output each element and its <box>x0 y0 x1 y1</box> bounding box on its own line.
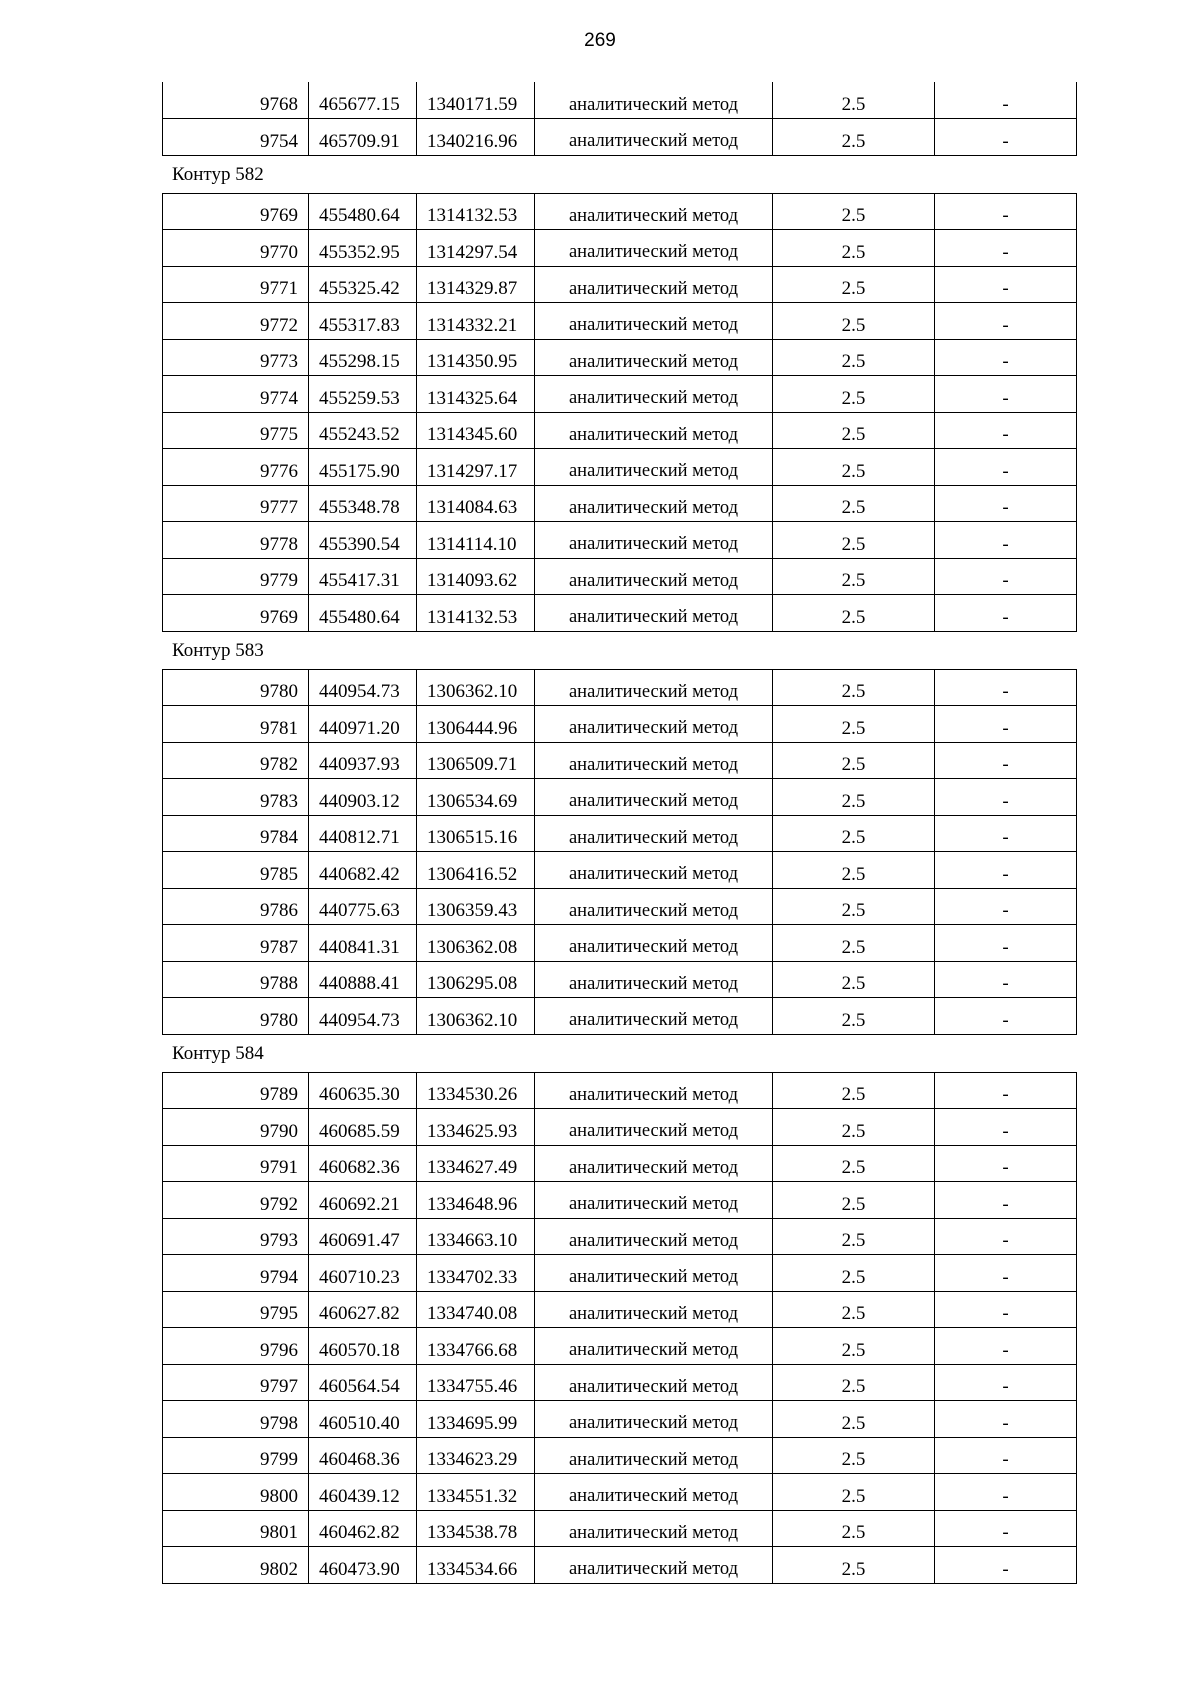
x-coordinate-cell: 460510.40 <box>309 1401 417 1438</box>
y-coordinate-cell: 1334648.96 <box>417 1182 535 1219</box>
x-coordinate-cell: 460685.59 <box>309 1109 417 1146</box>
y-coordinate-cell: 1314345.60 <box>417 412 535 449</box>
coordinates-table <box>162 669 1077 1035</box>
x-coordinate-cell: 460468.36 <box>309 1437 417 1474</box>
description-cell: - <box>935 595 1077 632</box>
point-number-cell: 9796 <box>163 1328 309 1365</box>
table-row <box>163 230 1077 267</box>
precision-cell: 2.5 <box>773 1474 935 1511</box>
precision-cell: 2.5 <box>773 1145 935 1182</box>
precision-cell: 2.5 <box>773 961 935 998</box>
contour-title: Контур 582 <box>172 163 264 185</box>
x-coordinate-cell: 440937.93 <box>309 742 417 779</box>
method-cell: аналитический метод <box>535 230 773 267</box>
method-cell: аналитический метод <box>535 339 773 376</box>
method-cell: аналитический метод <box>535 1437 773 1474</box>
y-coordinate-cell: 1306362.10 <box>417 998 535 1035</box>
description-cell: - <box>935 339 1077 376</box>
description-cell: - <box>935 1364 1077 1401</box>
point-number-cell: 9800 <box>163 1474 309 1511</box>
point-number-cell: 9790 <box>163 1109 309 1146</box>
table-row <box>163 119 1077 156</box>
table-row <box>163 522 1077 559</box>
y-coordinate-cell: 1334702.33 <box>417 1255 535 1292</box>
x-coordinate-cell: 460570.18 <box>309 1328 417 1365</box>
x-coordinate-cell: 455390.54 <box>309 522 417 559</box>
table-row <box>163 485 1077 522</box>
precision-cell: 2.5 <box>773 558 935 595</box>
table-row <box>163 888 1077 925</box>
description-cell: - <box>935 119 1077 156</box>
precision-cell: 2.5 <box>773 119 935 156</box>
y-coordinate-cell: 1314325.64 <box>417 376 535 413</box>
table-row <box>163 1182 1077 1219</box>
description-cell: - <box>935 485 1077 522</box>
point-number-cell: 9782 <box>163 742 309 779</box>
point-number-cell: 9793 <box>163 1218 309 1255</box>
precision-cell: 2.5 <box>773 1072 935 1109</box>
x-coordinate-cell: 460439.12 <box>309 1474 417 1511</box>
description-cell: - <box>935 1474 1077 1511</box>
x-coordinate-cell: 460635.30 <box>309 1072 417 1109</box>
point-number-cell: 9777 <box>163 485 309 522</box>
description-cell: - <box>935 266 1077 303</box>
coordinates-table <box>162 82 1077 156</box>
table-row <box>163 376 1077 413</box>
table-row <box>163 1474 1077 1511</box>
y-coordinate-cell: 1306362.10 <box>417 669 535 706</box>
point-number-cell: 9784 <box>163 815 309 852</box>
point-number-cell: 9774 <box>163 376 309 413</box>
description-cell: - <box>935 1109 1077 1146</box>
method-cell: аналитический метод <box>535 1364 773 1401</box>
table-row <box>163 82 1077 119</box>
point-number-cell: 9797 <box>163 1364 309 1401</box>
method-cell: аналитический метод <box>535 595 773 632</box>
method-cell: аналитический метод <box>535 1145 773 1182</box>
method-cell: аналитический метод <box>535 888 773 925</box>
point-number-cell: 9768 <box>163 82 309 119</box>
point-number-cell: 9769 <box>163 595 309 632</box>
x-coordinate-cell: 460682.36 <box>309 1145 417 1182</box>
x-coordinate-cell: 440682.42 <box>309 852 417 889</box>
precision-cell: 2.5 <box>773 230 935 267</box>
x-coordinate-cell: 440888.41 <box>309 961 417 998</box>
table-row <box>163 815 1077 852</box>
description-cell: - <box>935 230 1077 267</box>
y-coordinate-cell: 1334663.10 <box>417 1218 535 1255</box>
point-number-cell: 9794 <box>163 1255 309 1292</box>
y-coordinate-cell: 1306444.96 <box>417 706 535 743</box>
precision-cell: 2.5 <box>773 485 935 522</box>
description-cell: - <box>935 1255 1077 1292</box>
point-number-cell: 9780 <box>163 669 309 706</box>
table-row <box>163 449 1077 486</box>
x-coordinate-cell: 440812.71 <box>309 815 417 852</box>
x-coordinate-cell: 455352.95 <box>309 230 417 267</box>
description-cell: - <box>935 412 1077 449</box>
precision-cell: 2.5 <box>773 1218 935 1255</box>
precision-cell: 2.5 <box>773 815 935 852</box>
point-number-cell: 9771 <box>163 266 309 303</box>
y-coordinate-cell: 1314329.87 <box>417 266 535 303</box>
method-cell: аналитический метод <box>535 779 773 816</box>
y-coordinate-cell: 1306534.69 <box>417 779 535 816</box>
precision-cell: 2.5 <box>773 779 935 816</box>
table-row <box>163 595 1077 632</box>
precision-cell: 2.5 <box>773 595 935 632</box>
description-cell: - <box>935 706 1077 743</box>
description-cell: - <box>935 193 1077 230</box>
precision-cell: 2.5 <box>773 669 935 706</box>
method-cell: аналитический метод <box>535 1072 773 1109</box>
x-coordinate-cell: 455348.78 <box>309 485 417 522</box>
precision-cell: 2.5 <box>773 1291 935 1328</box>
table-row <box>163 1437 1077 1474</box>
y-coordinate-cell: 1334695.99 <box>417 1401 535 1438</box>
y-coordinate-cell: 1334534.66 <box>417 1547 535 1584</box>
method-cell: аналитический метод <box>535 815 773 852</box>
x-coordinate-cell: 460473.90 <box>309 1547 417 1584</box>
description-cell: - <box>935 303 1077 340</box>
precision-cell: 2.5 <box>773 449 935 486</box>
table-row <box>163 1255 1077 1292</box>
table-row <box>163 961 1077 998</box>
table-row <box>163 193 1077 230</box>
x-coordinate-cell: 440971.20 <box>309 706 417 743</box>
precision-cell: 2.5 <box>773 888 935 925</box>
precision-cell: 2.5 <box>773 1182 935 1219</box>
precision-cell: 2.5 <box>773 412 935 449</box>
method-cell: аналитический метод <box>535 1547 773 1584</box>
point-number-cell: 9781 <box>163 706 309 743</box>
description-cell: - <box>935 998 1077 1035</box>
precision-cell: 2.5 <box>773 1547 935 1584</box>
y-coordinate-cell: 1334755.46 <box>417 1364 535 1401</box>
point-number-cell: 9798 <box>163 1401 309 1438</box>
table-row <box>163 1401 1077 1438</box>
precision-cell: 2.5 <box>773 339 935 376</box>
precision-cell: 2.5 <box>773 376 935 413</box>
method-cell: аналитический метод <box>535 998 773 1035</box>
precision-cell: 2.5 <box>773 193 935 230</box>
table-row <box>163 558 1077 595</box>
x-coordinate-cell: 460692.21 <box>309 1182 417 1219</box>
x-coordinate-cell: 440841.31 <box>309 925 417 962</box>
point-number-cell: 9795 <box>163 1291 309 1328</box>
x-coordinate-cell: 465677.15 <box>309 82 417 119</box>
x-coordinate-cell: 460691.47 <box>309 1218 417 1255</box>
precision-cell: 2.5 <box>773 1510 935 1547</box>
precision-cell: 2.5 <box>773 852 935 889</box>
y-coordinate-cell: 1334625.93 <box>417 1109 535 1146</box>
table-row <box>163 1328 1077 1365</box>
point-number-cell: 9754 <box>163 119 309 156</box>
description-cell: - <box>935 1072 1077 1109</box>
description-cell: - <box>935 1437 1077 1474</box>
precision-cell: 2.5 <box>773 303 935 340</box>
point-number-cell: 9789 <box>163 1072 309 1109</box>
y-coordinate-cell: 1334530.26 <box>417 1072 535 1109</box>
table-row <box>163 1547 1077 1584</box>
method-cell: аналитический метод <box>535 961 773 998</box>
coordinates-table <box>162 1072 1077 1584</box>
x-coordinate-cell: 455480.64 <box>309 595 417 632</box>
table-row <box>163 412 1077 449</box>
table-row <box>163 998 1077 1035</box>
method-cell: аналитический метод <box>535 1474 773 1511</box>
y-coordinate-cell: 1334766.68 <box>417 1328 535 1365</box>
y-coordinate-cell: 1334551.32 <box>417 1474 535 1511</box>
y-coordinate-cell: 1314297.17 <box>417 449 535 486</box>
description-cell: - <box>935 1547 1077 1584</box>
point-number-cell: 9783 <box>163 779 309 816</box>
y-coordinate-cell: 1314132.53 <box>417 193 535 230</box>
y-coordinate-cell: 1334740.08 <box>417 1291 535 1328</box>
method-cell: аналитический метод <box>535 82 773 119</box>
precision-cell: 2.5 <box>773 1255 935 1292</box>
point-number-cell: 9792 <box>163 1182 309 1219</box>
document-content <box>162 82 1076 1584</box>
description-cell: - <box>935 376 1077 413</box>
method-cell: аналитический метод <box>535 1255 773 1292</box>
x-coordinate-cell: 460710.23 <box>309 1255 417 1292</box>
y-coordinate-cell: 1314093.62 <box>417 558 535 595</box>
precision-cell: 2.5 <box>773 1437 935 1474</box>
table-row <box>163 742 1077 779</box>
y-coordinate-cell: 1314114.10 <box>417 522 535 559</box>
method-cell: аналитический метод <box>535 1109 773 1146</box>
method-cell: аналитический метод <box>535 449 773 486</box>
y-coordinate-cell: 1334627.49 <box>417 1145 535 1182</box>
table-row <box>163 1145 1077 1182</box>
point-number-cell: 9802 <box>163 1547 309 1584</box>
description-cell: - <box>935 1291 1077 1328</box>
description-cell: - <box>935 1182 1077 1219</box>
description-cell: - <box>935 522 1077 559</box>
precision-cell: 2.5 <box>773 266 935 303</box>
y-coordinate-cell: 1306359.43 <box>417 888 535 925</box>
description-cell: - <box>935 449 1077 486</box>
precision-cell: 2.5 <box>773 1109 935 1146</box>
description-cell: - <box>935 779 1077 816</box>
y-coordinate-cell: 1306295.08 <box>417 961 535 998</box>
coordinates-table <box>162 193 1077 632</box>
table-row <box>163 1364 1077 1401</box>
y-coordinate-cell: 1314297.54 <box>417 230 535 267</box>
x-coordinate-cell: 440903.12 <box>309 779 417 816</box>
description-cell: - <box>935 1218 1077 1255</box>
description-cell: - <box>935 82 1077 119</box>
y-coordinate-cell: 1314332.21 <box>417 303 535 340</box>
table-row <box>163 1510 1077 1547</box>
point-number-cell: 9778 <box>163 522 309 559</box>
y-coordinate-cell: 1306416.52 <box>417 852 535 889</box>
method-cell: аналитический метод <box>535 1510 773 1547</box>
x-coordinate-cell: 440954.73 <box>309 669 417 706</box>
point-number-cell: 9772 <box>163 303 309 340</box>
description-cell: - <box>935 1145 1077 1182</box>
description-cell: - <box>935 852 1077 889</box>
table-row <box>163 1109 1077 1146</box>
description-cell: - <box>935 742 1077 779</box>
point-number-cell: 9799 <box>163 1437 309 1474</box>
table-row <box>163 266 1077 303</box>
y-coordinate-cell: 1340216.96 <box>417 119 535 156</box>
method-cell: аналитический метод <box>535 742 773 779</box>
point-number-cell: 9770 <box>163 230 309 267</box>
method-cell: аналитический метод <box>535 706 773 743</box>
x-coordinate-cell: 455175.90 <box>309 449 417 486</box>
table-row <box>163 1291 1077 1328</box>
method-cell: аналитический метод <box>535 852 773 889</box>
point-number-cell: 9787 <box>163 925 309 962</box>
method-cell: аналитический метод <box>535 1328 773 1365</box>
table-row <box>163 852 1077 889</box>
precision-cell: 2.5 <box>773 1401 935 1438</box>
description-cell: - <box>935 815 1077 852</box>
method-cell: аналитический метод <box>535 376 773 413</box>
y-coordinate-cell: 1306362.08 <box>417 925 535 962</box>
table-row <box>163 706 1077 743</box>
method-cell: аналитический метод <box>535 119 773 156</box>
point-number-cell: 9780 <box>163 998 309 1035</box>
y-coordinate-cell: 1314132.53 <box>417 595 535 632</box>
description-cell: - <box>935 1510 1077 1547</box>
table-row <box>163 779 1077 816</box>
precision-cell: 2.5 <box>773 82 935 119</box>
y-coordinate-cell: 1334538.78 <box>417 1510 535 1547</box>
method-cell: аналитический метод <box>535 558 773 595</box>
point-number-cell: 9788 <box>163 961 309 998</box>
y-coordinate-cell: 1334623.29 <box>417 1437 535 1474</box>
x-coordinate-cell: 455480.64 <box>309 193 417 230</box>
point-number-cell: 9786 <box>163 888 309 925</box>
x-coordinate-cell: 465709.91 <box>309 119 417 156</box>
precision-cell: 2.5 <box>773 1328 935 1365</box>
method-cell: аналитический метод <box>535 925 773 962</box>
method-cell: аналитический метод <box>535 1291 773 1328</box>
y-coordinate-cell: 1314084.63 <box>417 485 535 522</box>
method-cell: аналитический метод <box>535 266 773 303</box>
precision-cell: 2.5 <box>773 706 935 743</box>
page-number: 269 <box>584 30 616 51</box>
point-number-cell: 9775 <box>163 412 309 449</box>
table-row <box>163 339 1077 376</box>
x-coordinate-cell: 455259.53 <box>309 376 417 413</box>
precision-cell: 2.5 <box>773 522 935 559</box>
table-row <box>163 925 1077 962</box>
x-coordinate-cell: 440775.63 <box>309 888 417 925</box>
precision-cell: 2.5 <box>773 1364 935 1401</box>
precision-cell: 2.5 <box>773 742 935 779</box>
precision-cell: 2.5 <box>773 925 935 962</box>
description-cell: - <box>935 925 1077 962</box>
x-coordinate-cell: 455325.42 <box>309 266 417 303</box>
y-coordinate-cell: 1340171.59 <box>417 82 535 119</box>
x-coordinate-cell: 455417.31 <box>309 558 417 595</box>
y-coordinate-cell: 1306515.16 <box>417 815 535 852</box>
contour-title: Контур 583 <box>172 639 264 661</box>
y-coordinate-cell: 1306509.71 <box>417 742 535 779</box>
x-coordinate-cell: 460627.82 <box>309 1291 417 1328</box>
precision-cell: 2.5 <box>773 998 935 1035</box>
method-cell: аналитический метод <box>535 485 773 522</box>
x-coordinate-cell: 460564.54 <box>309 1364 417 1401</box>
table-row <box>163 303 1077 340</box>
point-number-cell: 9769 <box>163 193 309 230</box>
table-row <box>163 669 1077 706</box>
description-cell: - <box>935 669 1077 706</box>
description-cell: - <box>935 558 1077 595</box>
description-cell: - <box>935 1401 1077 1438</box>
x-coordinate-cell: 440954.73 <box>309 998 417 1035</box>
point-number-cell: 9779 <box>163 558 309 595</box>
description-cell: - <box>935 1328 1077 1365</box>
x-coordinate-cell: 455243.52 <box>309 412 417 449</box>
method-cell: аналитический метод <box>535 193 773 230</box>
point-number-cell: 9791 <box>163 1145 309 1182</box>
description-cell: - <box>935 961 1077 998</box>
method-cell: аналитический метод <box>535 669 773 706</box>
method-cell: аналитический метод <box>535 1401 773 1438</box>
method-cell: аналитический метод <box>535 1182 773 1219</box>
point-number-cell: 9773 <box>163 339 309 376</box>
table-row <box>163 1218 1077 1255</box>
description-cell: - <box>935 888 1077 925</box>
point-number-cell: 9801 <box>163 1510 309 1547</box>
x-coordinate-cell: 460462.82 <box>309 1510 417 1547</box>
y-coordinate-cell: 1314350.95 <box>417 339 535 376</box>
x-coordinate-cell: 455298.15 <box>309 339 417 376</box>
method-cell: аналитический метод <box>535 522 773 559</box>
method-cell: аналитический метод <box>535 412 773 449</box>
contour-title: Контур 584 <box>172 1042 264 1064</box>
method-cell: аналитический метод <box>535 303 773 340</box>
method-cell: аналитический метод <box>535 1218 773 1255</box>
x-coordinate-cell: 455317.83 <box>309 303 417 340</box>
table-row <box>163 1072 1077 1109</box>
point-number-cell: 9785 <box>163 852 309 889</box>
point-number-cell: 9776 <box>163 449 309 486</box>
